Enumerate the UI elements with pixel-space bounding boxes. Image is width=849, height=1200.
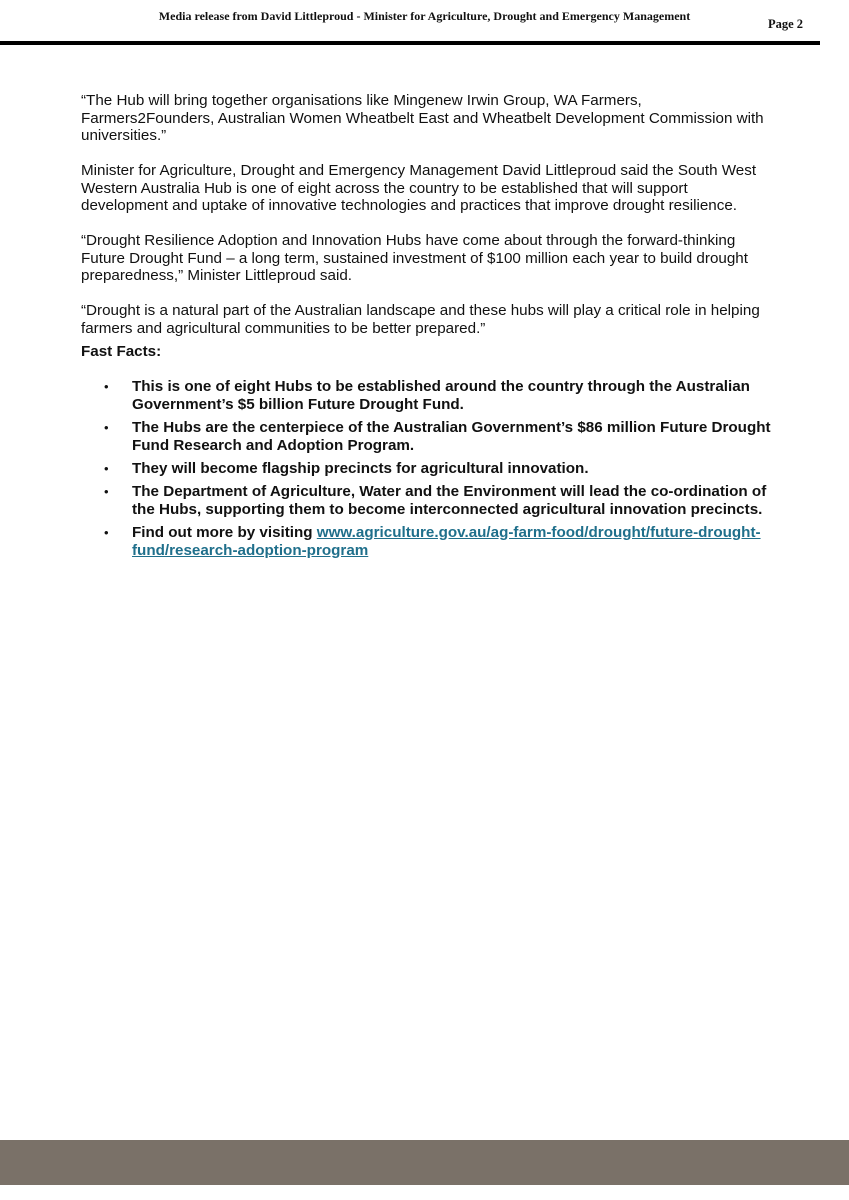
fact-text: Find out more by visiting <box>132 523 317 541</box>
future-drought-fund-link[interactable]: www.agriculture.gov.au/ag-farm-food/drought/future-drought-fund/research-adoption-program <box>132 523 761 559</box>
fast-facts-list <box>81 378 771 560</box>
paragraph-hub-organisations: “The Hub will bring together organisations like Mingenew Irwin Group, WA Farmers, Farmers2Founders, Australian Women Wheatbelt East and Wheatbelt Development Commission with universities.” <box>81 92 764 144</box>
bullet-icon: • <box>104 378 109 394</box>
fact-text: This is one of eight Hubs to be established around the country through the Australian Government’s $5 billion Future Drought Fund. <box>132 377 750 413</box>
paragraph-future-drought-fund: “Drought Resilience Adoption and Innovation Hubs have come about through the forward-thinking Future Drought Fund – a long term, sustained investment of $100 million each year to build drought preparedness,” Minister Littleproud said. <box>81 232 748 284</box>
header-divider <box>0 41 820 45</box>
fact-text: The Hubs are the centerpiece of the Australian Government’s $86 million Future Drought Fund Research and Adoption Program. <box>132 418 771 454</box>
fast-facts-heading: Fast Facts: <box>81 343 162 360</box>
list-item <box>81 460 771 478</box>
header-title: Media release from David Littleproud - Minister for Agriculture, Drought and Emergency Management <box>158 9 691 23</box>
fact-text: They will become flagship precincts for agricultural innovation. <box>132 459 589 477</box>
list-item <box>81 378 771 414</box>
document-body <box>81 92 771 565</box>
bullet-icon: • <box>104 419 109 435</box>
bullet-icon: • <box>104 483 109 499</box>
bullet-icon: • <box>104 460 109 476</box>
page-number: Page 2 <box>767 17 803 31</box>
list-item <box>81 524 771 560</box>
list-item <box>81 483 771 519</box>
paragraph-minister-statement: Minister for Agriculture, Drought and Emergency Management David Littleproud said the South West Western Australia Hub is one of eight across the country to be established that will support development and uptake of innovative technologies and practices that improve drought resilience. <box>81 162 757 214</box>
footer-band <box>0 1140 849 1185</box>
bullet-icon: • <box>104 524 109 540</box>
fact-text: The Department of Agriculture, Water and the Environment will lead the co-ordination of the Hubs, supporting them to become interconnected agricultural innovation precincts. <box>132 482 767 518</box>
list-item <box>81 419 771 455</box>
paragraph-drought-landscape: “Drought is a natural part of the Australian landscape and these hubs will play a critical role in helping farmers and agricultural communities to be better prepared.” <box>81 302 760 337</box>
